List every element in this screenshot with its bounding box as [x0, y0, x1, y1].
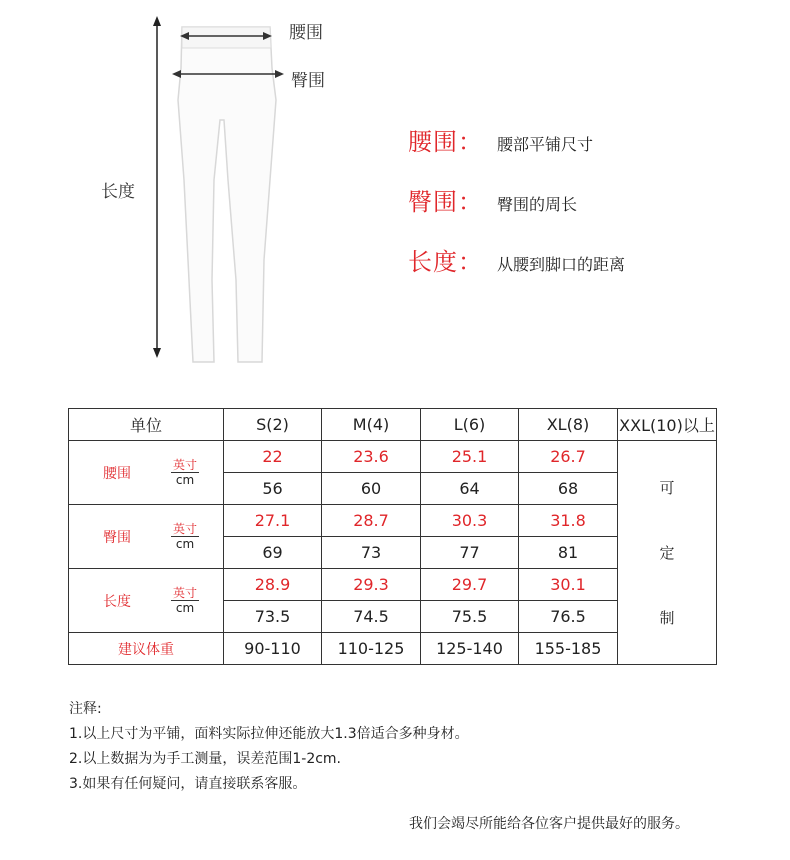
- row-label-cell: [69, 441, 224, 505]
- inch-cell: 31.8: [519, 505, 618, 537]
- weight-cell: 155-185: [519, 633, 618, 665]
- inch-cell: 28.9: [224, 569, 322, 601]
- unit-inch: 英寸: [172, 522, 197, 536]
- weight-cell: 110-125: [322, 633, 421, 665]
- note-item: 1.以上尺寸为平铺，面料实际拉伸还能放大1.3倍适合多种身材。: [69, 726, 469, 742]
- legend-hip: [408, 182, 577, 217]
- legend-desc: 从腰到脚口的距离: [497, 255, 626, 274]
- header-cell: 单位: [69, 409, 224, 441]
- leggings-figure: [0, 0, 790, 390]
- inch-cell: 29.3: [322, 569, 421, 601]
- inch-cell: 25.1: [421, 441, 519, 473]
- inch-cell: 26.7: [519, 441, 618, 473]
- inch-cell: 30.1: [519, 569, 618, 601]
- notes-section: [69, 697, 469, 797]
- unit-cm: cm: [175, 473, 195, 487]
- custom-char: 制: [659, 609, 675, 627]
- size-table: [68, 408, 717, 665]
- cm-cell: 68: [519, 473, 618, 505]
- row-name: 腰围: [103, 465, 131, 482]
- cm-cell: 73: [322, 537, 421, 569]
- notes-title: 注释:: [69, 701, 102, 717]
- unit-cm: cm: [175, 601, 195, 615]
- unit-stack: [171, 522, 199, 551]
- unit-stack: [171, 586, 199, 615]
- table-header-row: [69, 409, 717, 441]
- cm-cell: 56: [224, 473, 322, 505]
- cm-cell: 81: [519, 537, 618, 569]
- cm-cell: 73.5: [224, 601, 322, 633]
- unit-inch: 英寸: [172, 458, 197, 472]
- row-label-cell: [69, 505, 224, 569]
- length-label: 长度: [101, 182, 135, 202]
- weight-cell: 125-140: [421, 633, 519, 665]
- legend-desc: 臀围的周长: [497, 195, 578, 214]
- header-cell: L(6): [421, 409, 519, 441]
- note-item: 3.如果有任何疑问，请直接联系客服。: [69, 776, 307, 792]
- custom-char: 可: [659, 479, 675, 497]
- waist-label: 腰围: [289, 23, 323, 43]
- weight-cell: 90-110: [224, 633, 322, 665]
- inch-cell: 22: [224, 441, 322, 473]
- cm-cell: 64: [421, 473, 519, 505]
- header-cell: S(2): [224, 409, 322, 441]
- unit-inch: 英寸: [172, 586, 197, 600]
- header-cell: M(4): [322, 409, 421, 441]
- row-name: 长度: [103, 593, 131, 610]
- cm-cell: 75.5: [421, 601, 519, 633]
- inch-cell: 27.1: [224, 505, 322, 537]
- custom-char: 定: [659, 544, 675, 562]
- cm-cell: 69: [224, 537, 322, 569]
- hip-label: 臀围: [291, 71, 325, 91]
- row-name: 臀围: [103, 529, 131, 546]
- table-row: [69, 441, 717, 473]
- custom-cell: [618, 441, 717, 665]
- inch-cell: 29.7: [421, 569, 519, 601]
- legend-key: 长度：: [408, 248, 483, 276]
- footer-text: 我们会竭尽所能给各位客户提供最好的服务。: [409, 816, 689, 832]
- weight-label: 建议体重: [69, 633, 224, 665]
- cm-cell: 77: [421, 537, 519, 569]
- inch-cell: 30.3: [421, 505, 519, 537]
- cm-cell: 76.5: [519, 601, 618, 633]
- header-cell: XL(8): [519, 409, 618, 441]
- cm-cell: 74.5: [322, 601, 421, 633]
- unit-stack: [171, 458, 199, 487]
- header-cell: XXL(10)以上: [618, 409, 717, 441]
- legend-key: 臀围：: [408, 188, 483, 216]
- row-label-cell: [69, 569, 224, 633]
- legend-key: 腰围：: [408, 128, 483, 156]
- legend-desc: 腰部平铺尺寸: [497, 135, 594, 154]
- note-item: 2.以上数据为为手工测量，误差范围1-2cm.: [69, 751, 342, 767]
- inch-cell: 28.7: [322, 505, 421, 537]
- inch-cell: 23.6: [322, 441, 421, 473]
- unit-cm: cm: [175, 537, 195, 551]
- legend-length: [408, 242, 625, 277]
- cm-cell: 60: [322, 473, 421, 505]
- legend-waist: [408, 122, 593, 157]
